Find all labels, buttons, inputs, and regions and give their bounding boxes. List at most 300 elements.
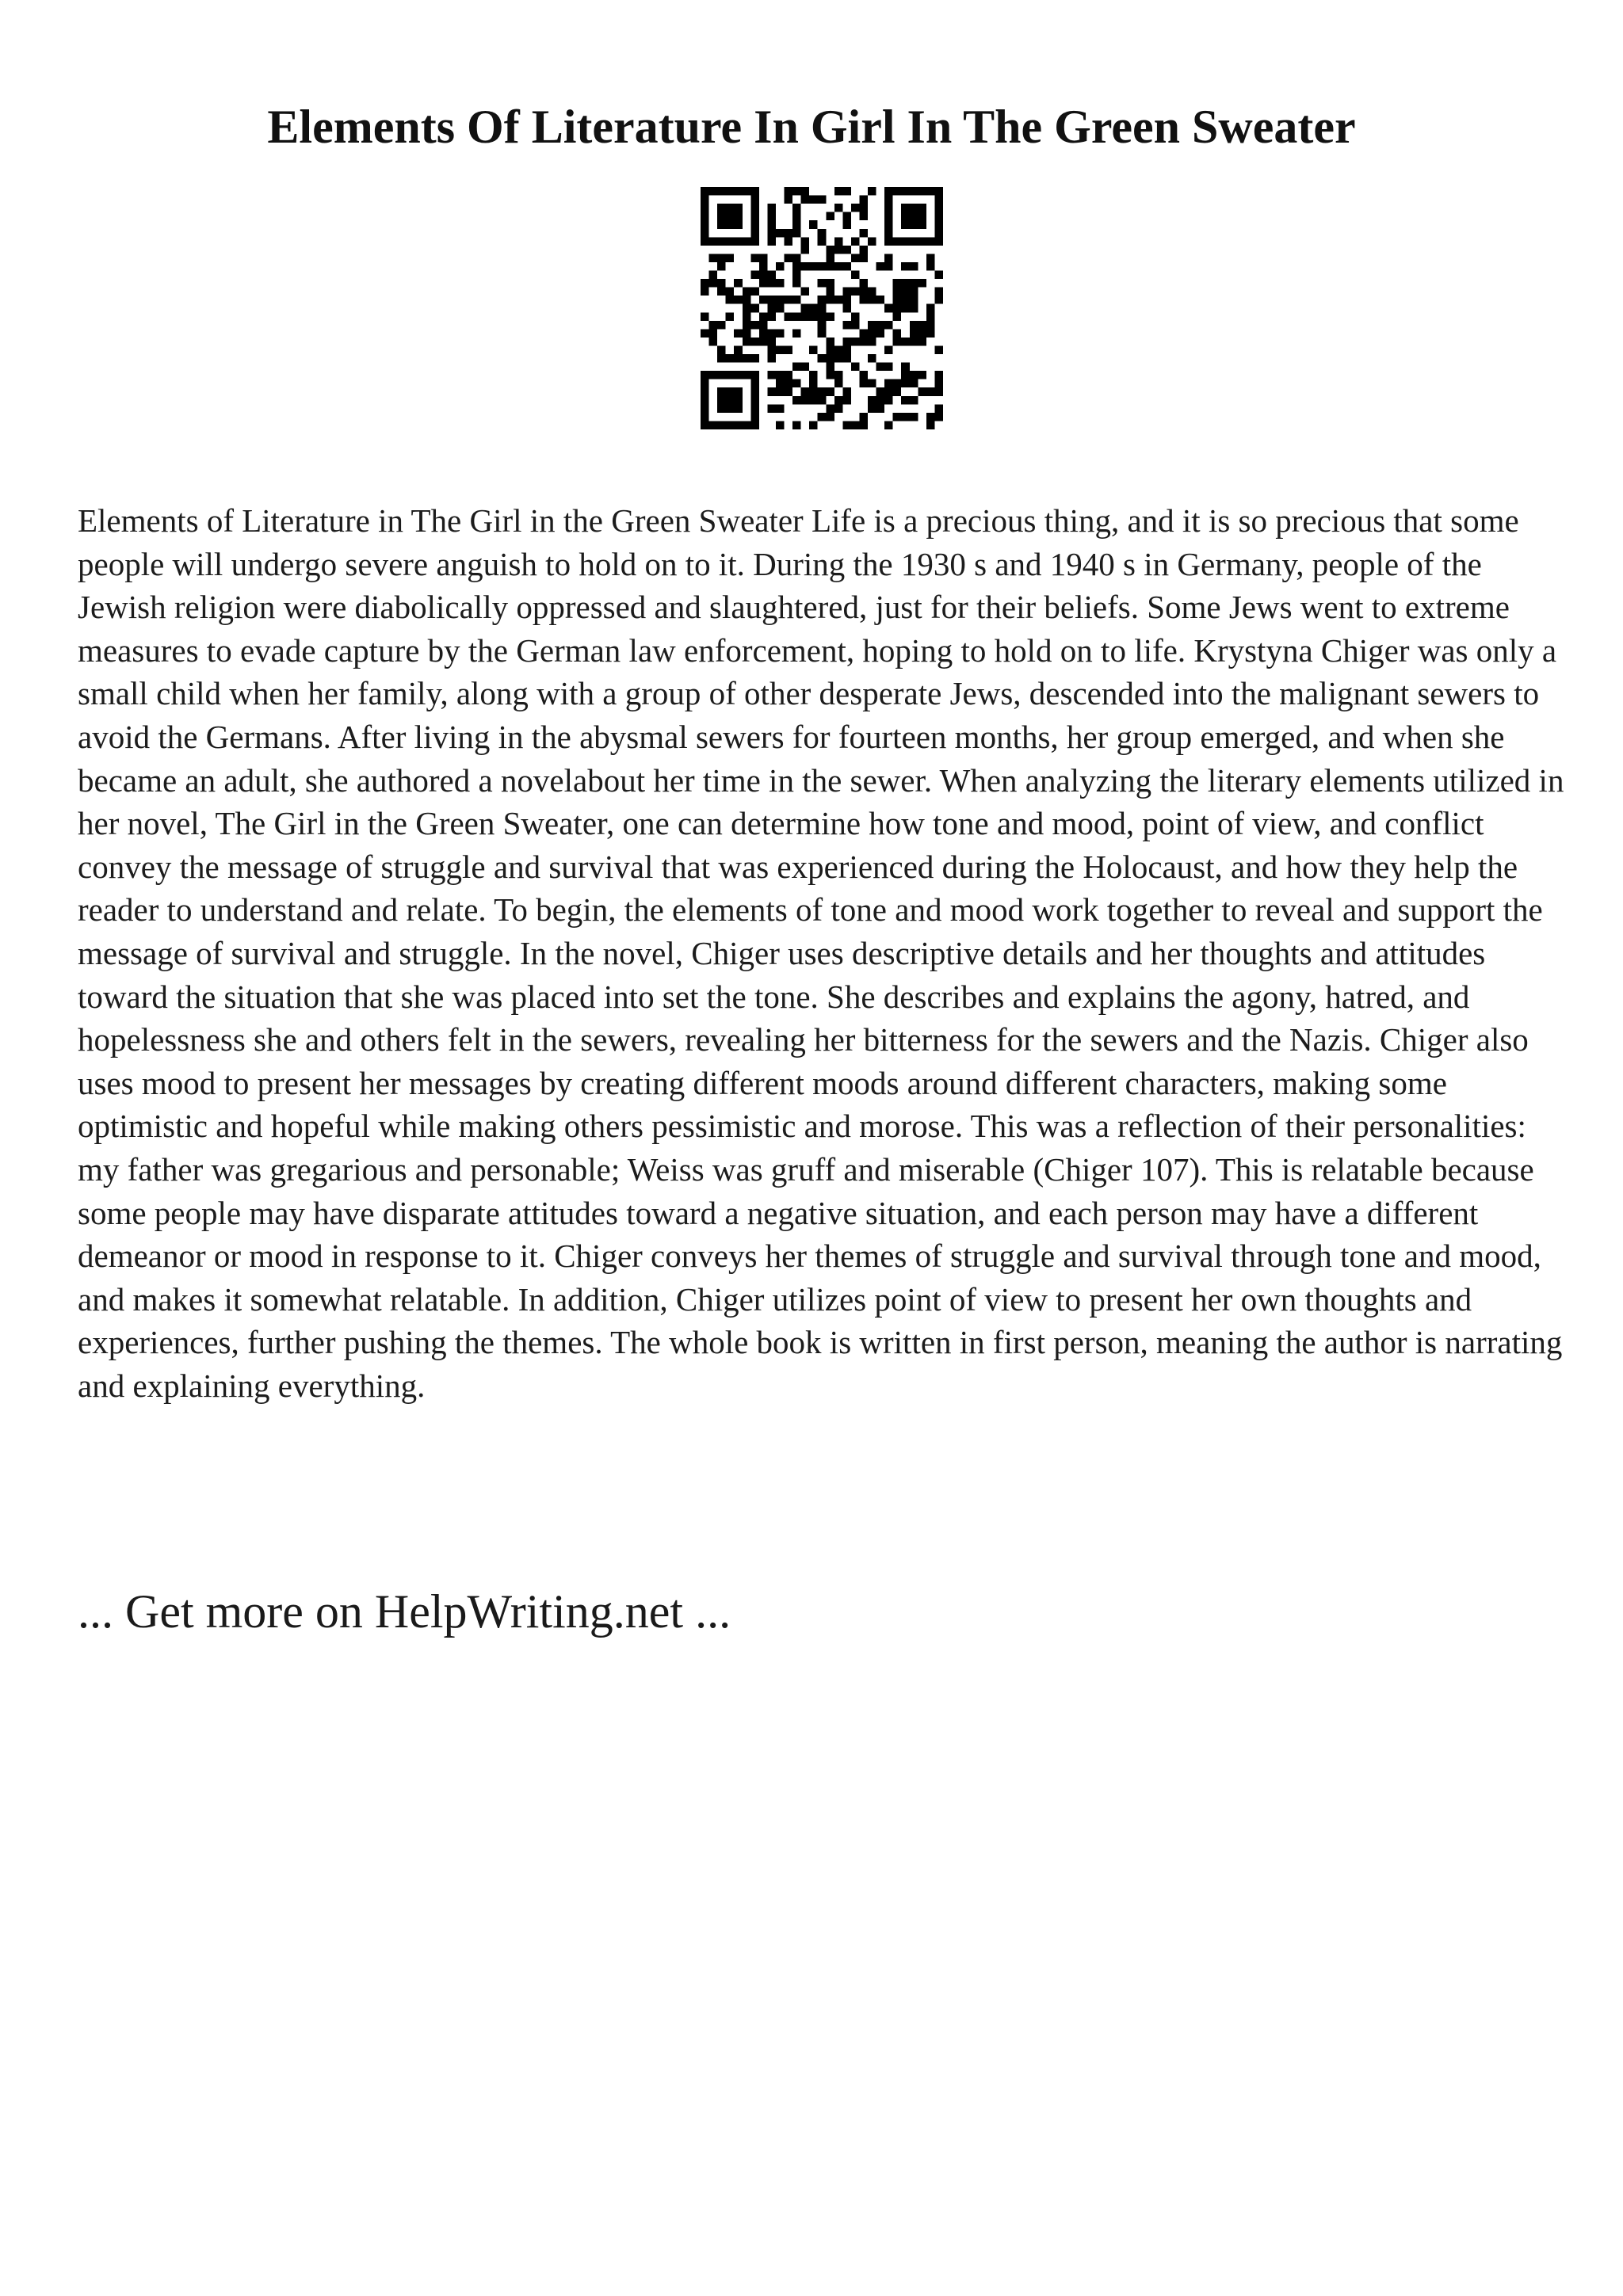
qr-module: [901, 279, 910, 288]
qr-module: [809, 262, 818, 271]
qr-module: [901, 363, 910, 372]
qr-module: [792, 379, 801, 388]
qr-module: [776, 404, 785, 413]
qr-module: [884, 321, 893, 330]
qr-module: [918, 387, 926, 396]
qr-module: [767, 312, 776, 321]
qr-module: [792, 296, 801, 304]
qr-module: [750, 212, 759, 221]
qr-module: [726, 296, 735, 304]
qr-module: [759, 254, 768, 262]
qr-module: [826, 212, 834, 221]
qr-module: [893, 329, 902, 338]
qr-module: [868, 338, 876, 346]
qr-module: [767, 345, 776, 354]
qr-module: [868, 379, 876, 388]
qr-module: [818, 196, 827, 204]
qr-module: [717, 288, 726, 296]
qr-module: [934, 187, 943, 196]
qr-module: [926, 254, 935, 262]
qr-module: [901, 396, 910, 405]
qr-module: [701, 329, 709, 338]
qr-module: [934, 237, 943, 246]
qr-module: [709, 279, 718, 288]
qr-module: [717, 212, 726, 221]
qr-module: [934, 371, 943, 379]
qr-module: [859, 196, 868, 204]
qr-module: [834, 187, 843, 196]
qr-module: [851, 271, 860, 280]
qr-module: [801, 246, 810, 254]
qr-module: [767, 220, 776, 229]
qr-module: [801, 396, 810, 405]
qr-module: [717, 321, 726, 330]
qr-module: [842, 387, 851, 396]
qr-module: [818, 229, 827, 238]
qr-module: [701, 237, 709, 246]
qr-module: [776, 262, 785, 271]
qr-module: [785, 387, 793, 396]
qr-module: [893, 187, 902, 196]
qr-module: [750, 304, 759, 313]
qr-module: [717, 204, 726, 212]
qr-module: [842, 212, 851, 221]
qr-module: [785, 187, 793, 196]
qr-module: [918, 220, 926, 229]
qr-module: [901, 379, 910, 388]
qr-module: [809, 379, 818, 388]
qr-module: [826, 354, 834, 363]
qr-module: [842, 396, 851, 405]
qr-module: [876, 262, 885, 271]
qr-module: [701, 220, 709, 229]
qr-code-icon: [701, 187, 943, 429]
qr-module: [884, 396, 893, 405]
qr-module: [826, 262, 834, 271]
qr-module: [750, 204, 759, 212]
qr-module: [750, 187, 759, 196]
qr-module: [759, 321, 768, 330]
qr-module: [801, 304, 810, 313]
qr-module: [792, 363, 801, 372]
qr-module: [785, 371, 793, 379]
qr-module: [868, 237, 876, 246]
qr-module: [934, 288, 943, 296]
qr-module: [876, 329, 885, 338]
qr-module: [901, 262, 910, 271]
qr-module: [910, 379, 918, 388]
qr-module: [868, 354, 876, 363]
qr-module: [701, 312, 709, 321]
qr-module: [842, 321, 851, 330]
qr-module: [801, 363, 810, 372]
qr-module: [910, 279, 918, 288]
qr-module: [818, 413, 827, 421]
qr-module: [709, 321, 718, 330]
qr-module: [859, 288, 868, 296]
qr-module: [767, 271, 776, 280]
qr-module: [767, 296, 776, 304]
qr-module: [834, 204, 843, 212]
qr-module: [743, 371, 751, 379]
qr-module: [726, 204, 735, 212]
qr-module: [918, 279, 926, 288]
qr-module: [701, 371, 709, 379]
document-body: Elements of Literature in The Girl in the Green Sweater Life is a precious thing, and it is so precious that some people will undergo severe anguish to hold on to it. During the 1930 s and 1940 s in Germany, people of the Jewish religion were diabolically oppressed and slaughtered, just for their beliefs. Some Jews went to extreme measures to evade capture by the German law enforcement, hoping to hold on to life. Krystyna Chiger was only a small child when her family, along with a group of other desperate Jews, descended into the malignant sewers to avoid the Germans. After living in the abysmal sewers for fourteen months, her group emerged, and when she became an adult, she authored a novelabout her time in the sewer. When analyzing the literary elements utilized in her novel, The Girl in the Green Sweater, one can determine how tone and mood, point of view, and conflict convey the message of struggle and survival that was experienced during the Holocaust, and how they help the reader to understand and relate. To begin, the elements of tone and mood work together to reveal and support the message of survival and struggle. In the novel, Chiger uses descriptive details and her thoughts and attitudes toward the situation that she was placed into set the tone. She describes and explains the agony, hatred, and hopelessness she and others felt in the sewers, revealing her bitterness for the sewers and the Nazis. Chiger also uses mood to present her messages by creating different moods around different characters, making some optimistic and hopeful while making others pessimistic and morose. This was a reflection of their personalities: my father was gregarious and personable; Weiss was gruff and miserable (Chiger 107). This is relatable because some people may have disparate attitudes toward a negative situation, and each person may have a different demeanor or mood in response to it. Chiger conveys her themes of struggle and survival through tone and mood, and makes it somewhat relatable. In addition, Chiger utilizes point of view to present her own thoughts and experiences, further pushing the themes. The whole book is written in first person, meaning the author is narrating and explaining everything.: [78, 502, 1564, 1404]
qr-module: [859, 212, 868, 221]
qr-module: [826, 246, 834, 254]
qr-module: [859, 371, 868, 379]
qr-module: [901, 413, 910, 421]
qr-module: [734, 212, 743, 221]
qr-module: [785, 345, 793, 354]
qr-module: [734, 421, 743, 429]
qr-module: [910, 204, 918, 212]
qr-module: [834, 296, 843, 304]
qr-module: [767, 371, 776, 379]
qr-module: [910, 220, 918, 229]
qr-module: [834, 262, 843, 271]
qr-module: [818, 387, 827, 396]
qr-module: [842, 354, 851, 363]
qr-module: [701, 196, 709, 204]
qr-module: [709, 237, 718, 246]
qr-module: [910, 237, 918, 246]
qr-module: [818, 329, 827, 338]
qr-module: [884, 237, 893, 246]
qr-module: [918, 371, 926, 379]
qr-module: [834, 404, 843, 413]
qr-module: [767, 212, 776, 221]
qr-module: [785, 312, 793, 321]
qr-module: [759, 262, 768, 271]
qr-module: [859, 204, 868, 212]
qr-module: [743, 312, 751, 321]
qr-module: [726, 220, 735, 229]
qr-module: [893, 296, 902, 304]
qr-module: [834, 379, 843, 388]
qr-module: [851, 237, 860, 246]
qr-module: [910, 187, 918, 196]
qr-module: [750, 404, 759, 413]
qr-module: [759, 279, 768, 288]
qr-module: [776, 345, 785, 354]
qr-module: [818, 296, 827, 304]
qr-module: [934, 404, 943, 413]
qr-module: [884, 212, 893, 221]
qr-module: [701, 212, 709, 221]
qr-module: [818, 312, 827, 321]
qr-module: [826, 254, 834, 262]
qr-module: [750, 379, 759, 388]
qr-module: [734, 279, 743, 288]
qr-module: [910, 413, 918, 421]
qr-module: [876, 396, 885, 405]
qr-module: [926, 421, 935, 429]
qr-module: [859, 296, 868, 304]
qr-module: [826, 296, 834, 304]
qr-module: [767, 338, 776, 346]
qr-module: [842, 220, 851, 229]
qr-module: [726, 237, 735, 246]
qr-module: [859, 229, 868, 238]
qr-module: [901, 187, 910, 196]
qr-module: [801, 237, 810, 246]
qr-module: [792, 262, 801, 271]
qr-module: [785, 254, 793, 262]
qr-module: [717, 345, 726, 354]
qr-module: [901, 288, 910, 296]
qr-module: [818, 396, 827, 405]
qr-module: [934, 220, 943, 229]
qr-module: [926, 262, 935, 271]
qr-module: [826, 404, 834, 413]
qr-module: [743, 237, 751, 246]
qr-module: [910, 212, 918, 221]
qr-module: [709, 271, 718, 280]
qr-module: [901, 204, 910, 212]
qr-module: [842, 296, 851, 304]
qr-module: [734, 354, 743, 363]
qr-module: [767, 204, 776, 212]
qr-module: [901, 220, 910, 229]
qr-module: [926, 321, 935, 330]
qr-module: [893, 237, 902, 246]
qr-module: [926, 329, 935, 338]
qr-module: [818, 279, 827, 288]
qr-module: [826, 279, 834, 288]
qr-module: [717, 421, 726, 429]
qr-module: [842, 246, 851, 254]
qr-module: [884, 379, 893, 388]
qr-module: [734, 237, 743, 246]
qr-module: [776, 371, 785, 379]
qr-module: [776, 329, 785, 338]
qr-module: [743, 421, 751, 429]
qr-module: [901, 304, 910, 313]
qr-module: [750, 271, 759, 280]
qr-module: [792, 254, 801, 262]
qr-module: [884, 254, 893, 262]
qr-module: [726, 396, 735, 405]
qr-module: [934, 379, 943, 388]
qr-module: [785, 196, 793, 204]
qr-module: [934, 271, 943, 280]
qr-module: [884, 196, 893, 204]
qr-module: [801, 312, 810, 321]
qr-module: [759, 271, 768, 280]
qr-module: [759, 312, 768, 321]
qr-module: [826, 387, 834, 396]
qr-module: [859, 413, 868, 421]
qr-module: [709, 338, 718, 346]
qr-module: [767, 354, 776, 363]
qr-module: [893, 338, 902, 346]
qr-module: [842, 345, 851, 354]
qr-module: [809, 421, 818, 429]
qr-module: [834, 345, 843, 354]
qr-module: [884, 187, 893, 196]
qr-module: [792, 312, 801, 321]
qr-module: [826, 413, 834, 421]
qr-module: [726, 421, 735, 429]
qr-module: [717, 262, 726, 271]
qr-module: [734, 220, 743, 229]
get-more-link[interactable]: ... Get more on HelpWriting.net ...: [78, 1585, 731, 1638]
qr-module: [901, 296, 910, 304]
qr-module: [918, 212, 926, 221]
qr-module: [893, 379, 902, 388]
qr-module: [759, 329, 768, 338]
qr-module: [818, 354, 827, 363]
qr-module: [776, 229, 785, 238]
qr-module: [834, 246, 843, 254]
qr-module: [818, 262, 827, 271]
qr-module: [701, 413, 709, 421]
qr-module: [792, 396, 801, 405]
qr-module: [785, 237, 793, 246]
qr-module: [767, 279, 776, 288]
qr-module: [809, 220, 818, 229]
qr-module: [701, 204, 709, 212]
qr-module: [842, 304, 851, 313]
qr-module: [776, 379, 785, 388]
qr-module: [701, 387, 709, 396]
qr-module: [734, 387, 743, 396]
qr-module: [818, 321, 827, 330]
qr-module: [826, 371, 834, 379]
qr-module: [842, 421, 851, 429]
qr-module: [759, 338, 768, 346]
qr-module: [709, 421, 718, 429]
qr-module: [767, 387, 776, 396]
qr-module: [851, 204, 860, 212]
qr-module: [809, 196, 818, 204]
qr-module: [717, 371, 726, 379]
qr-module: [868, 396, 876, 405]
qr-module: [859, 254, 868, 262]
qr-module: [767, 404, 776, 413]
qr-module: [776, 387, 785, 396]
qr-module: [801, 196, 810, 204]
qr-module: [717, 404, 726, 413]
qr-module: [701, 421, 709, 429]
qr-module: [767, 229, 776, 238]
qr-module: [717, 187, 726, 196]
qr-module: [901, 371, 910, 379]
qr-module: [717, 254, 726, 262]
qr-module: [792, 220, 801, 229]
qr-module: [818, 237, 827, 246]
qr-module: [750, 229, 759, 238]
qr-module: [918, 187, 926, 196]
qr-module: [759, 296, 768, 304]
qr-module: [842, 338, 851, 346]
qr-module: [701, 379, 709, 388]
qr-module: [868, 321, 876, 330]
qr-module: [884, 262, 893, 271]
qr-module: [910, 296, 918, 304]
qr-module: [726, 312, 735, 321]
qr-module: [750, 321, 759, 330]
qr-module: [926, 187, 935, 196]
qr-module: [750, 338, 759, 346]
qr-module: [726, 404, 735, 413]
qr-module: [834, 237, 843, 246]
qr-module: [910, 321, 918, 330]
qr-module: [750, 254, 759, 262]
qr-module: [910, 329, 918, 338]
qr-module: [809, 396, 818, 405]
qr-module: [893, 413, 902, 421]
qr-module: [734, 329, 743, 338]
qr-module: [918, 329, 926, 338]
qr-module: [910, 288, 918, 296]
qr-module: [717, 387, 726, 396]
qr-module: [893, 288, 902, 296]
qr-module: [876, 296, 885, 304]
qr-module: [809, 371, 818, 379]
qr-module: [834, 396, 843, 405]
qr-module: [901, 237, 910, 246]
qr-module: [851, 288, 860, 296]
qr-module: [926, 312, 935, 321]
qr-module: [801, 387, 810, 396]
qr-module: [934, 296, 943, 304]
qr-module: [851, 338, 860, 346]
qr-module: [926, 304, 935, 313]
qr-module: [884, 229, 893, 238]
qr-module: [876, 404, 885, 413]
qr-module: [884, 387, 893, 396]
qr-module: [717, 354, 726, 363]
qr-module: [834, 371, 843, 379]
qr-module: [726, 254, 735, 262]
qr-module: [851, 363, 860, 372]
qr-module: [792, 229, 801, 238]
qr-module: [726, 371, 735, 379]
qr-module: [884, 204, 893, 212]
qr-module: [726, 187, 735, 196]
qr-module: [776, 279, 785, 288]
qr-module: [934, 204, 943, 212]
qr-module: [743, 338, 751, 346]
qr-module: [826, 312, 834, 321]
qr-module: [801, 262, 810, 271]
qr-module: [851, 312, 860, 321]
qr-module: [717, 396, 726, 405]
qr-module: [851, 254, 860, 262]
qr-module: [726, 387, 735, 396]
qr-module: [868, 329, 876, 338]
qr-module: [926, 413, 935, 421]
qr-module: [834, 354, 843, 363]
qr-module: [743, 296, 751, 304]
qr-module: [785, 229, 793, 238]
qr-module: [743, 187, 751, 196]
qr-module: [859, 421, 868, 429]
qr-module: [910, 396, 918, 405]
qr-module: [792, 271, 801, 280]
qr-module: [709, 187, 718, 196]
qr-module: [701, 396, 709, 405]
qr-module: [750, 220, 759, 229]
qr-module: [934, 413, 943, 421]
qr-module: [926, 237, 935, 246]
qr-module: [750, 237, 759, 246]
qr-module: [726, 288, 735, 296]
qr-module: [910, 371, 918, 379]
